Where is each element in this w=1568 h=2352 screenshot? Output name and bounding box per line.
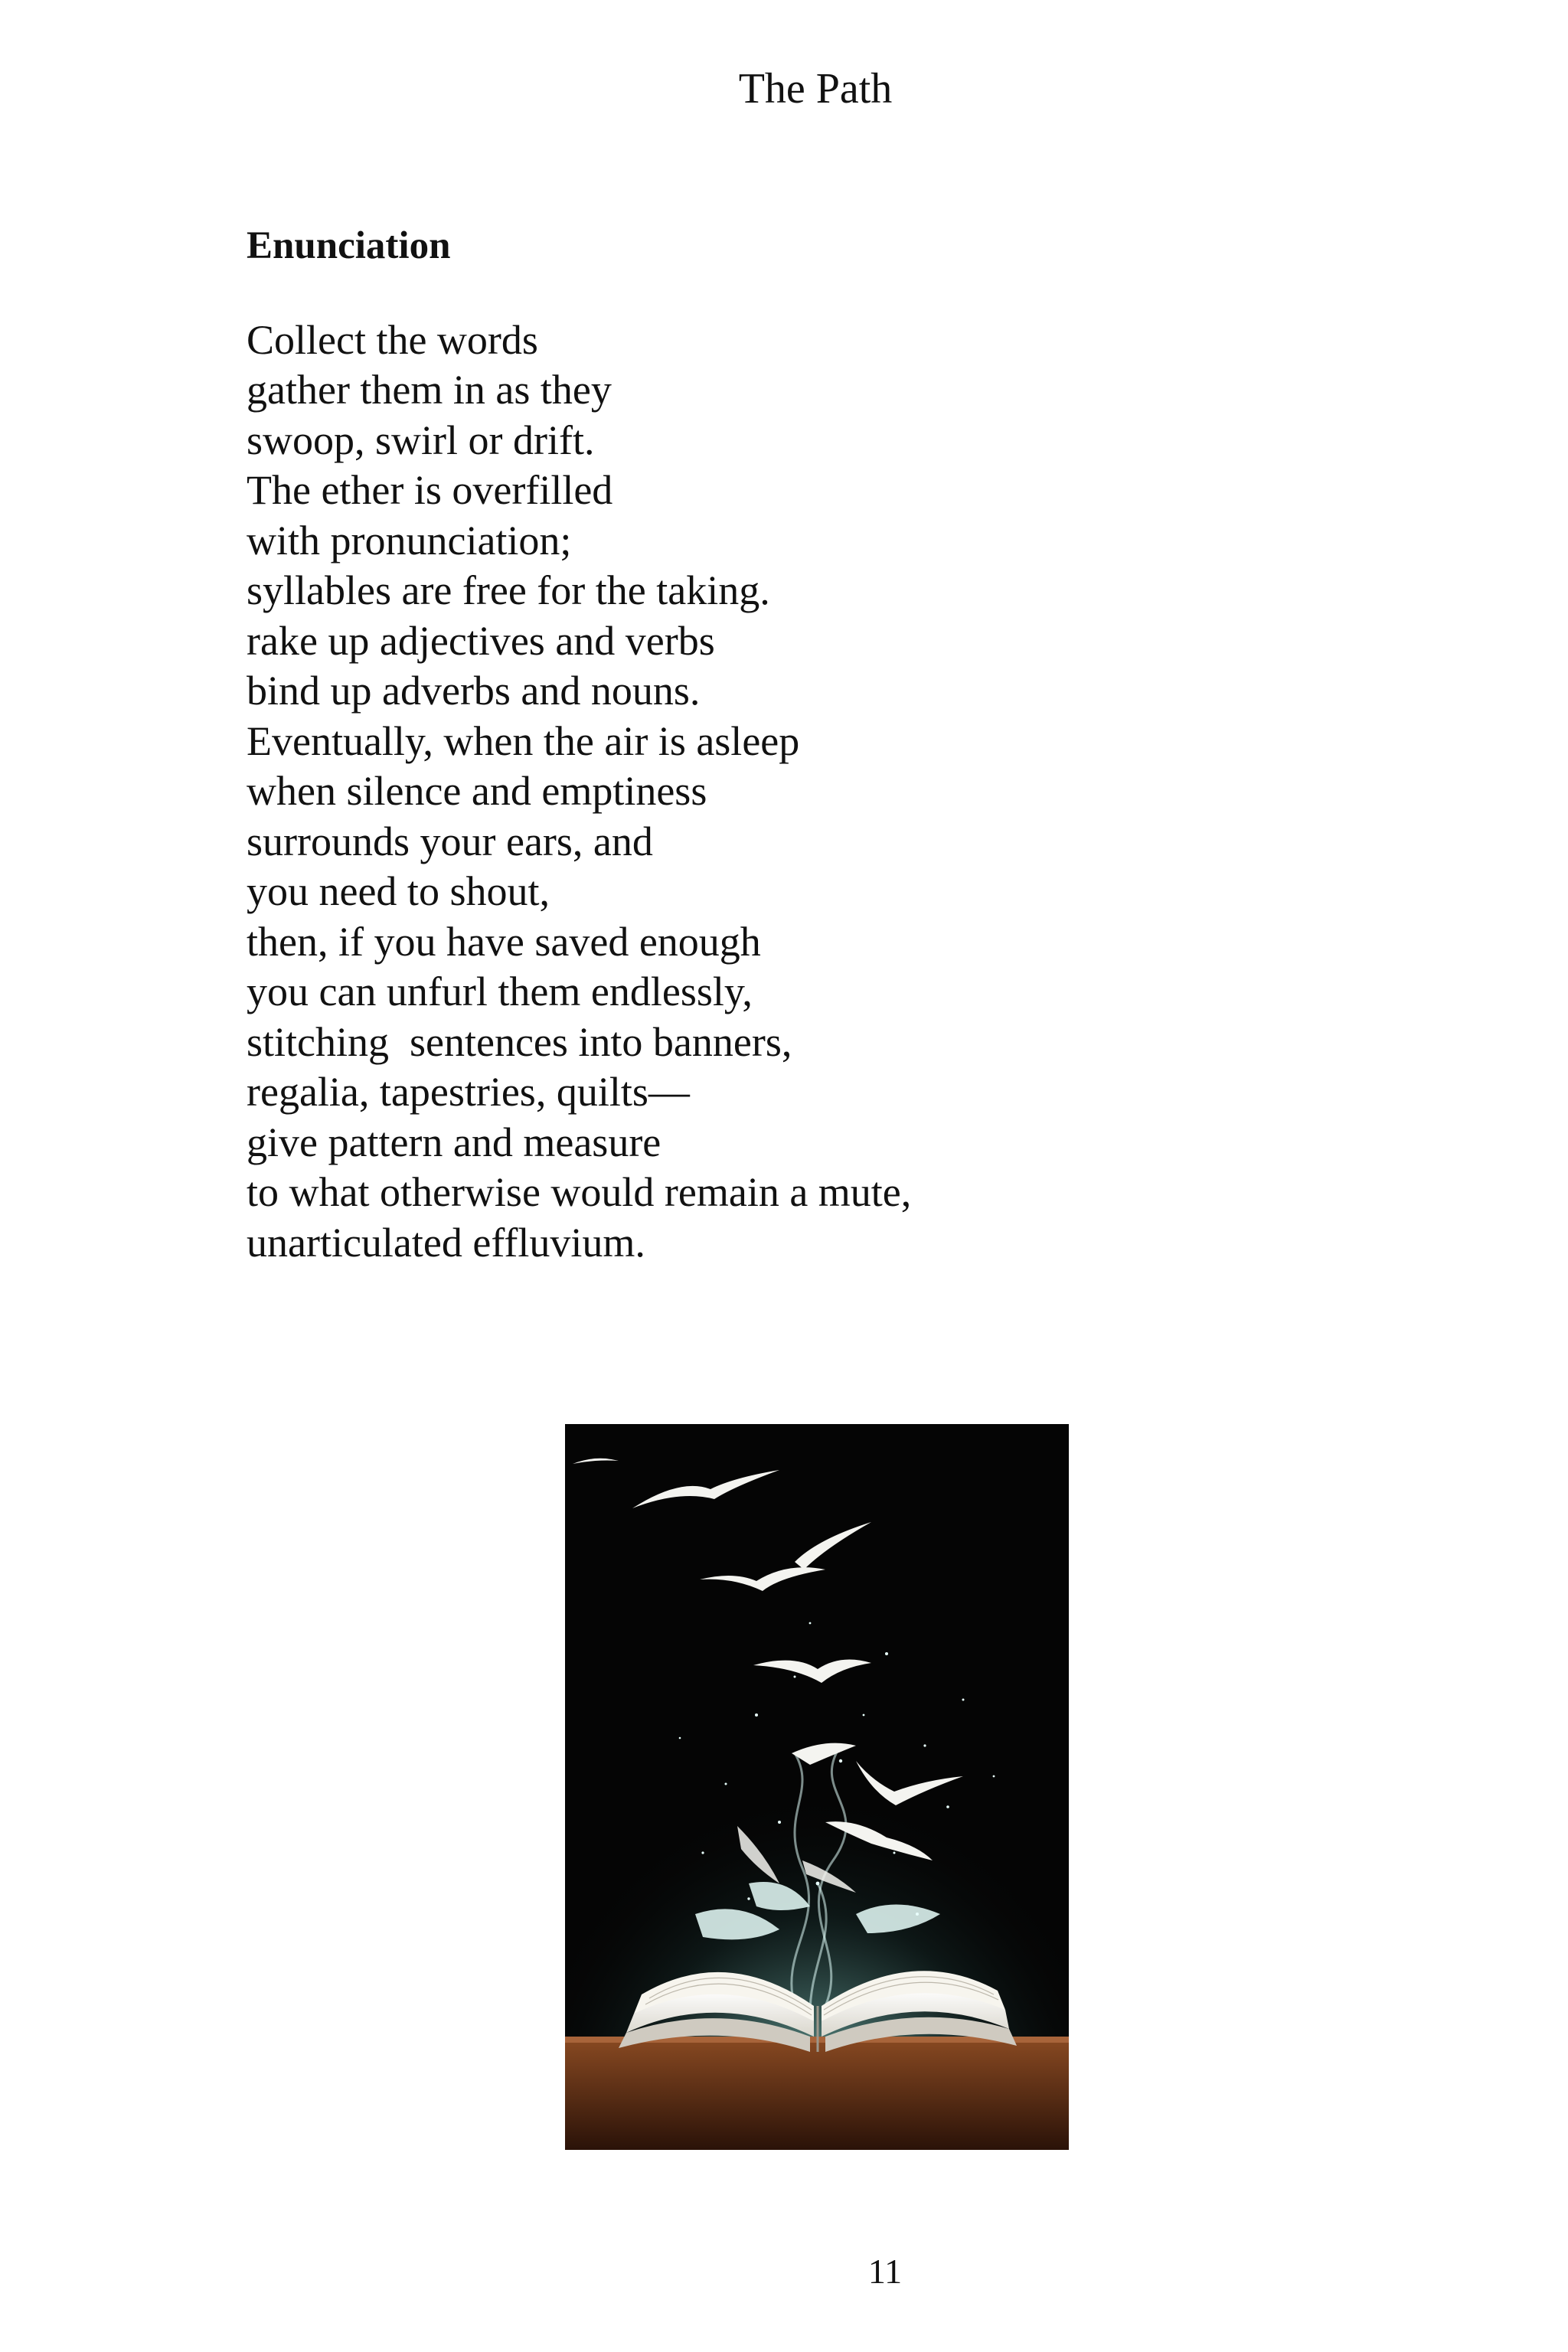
- book-birds-illustration: [565, 1424, 1069, 2150]
- poem-line: The ether is overfilled: [247, 467, 613, 514]
- poem-line: regalia, tapestries, quilts—: [247, 1069, 690, 1116]
- poem-line: gather them in as they: [247, 367, 612, 413]
- poem-line: surrounds your ears, and: [247, 818, 653, 864]
- poem-line: you can unfurl them endlessly,: [247, 969, 753, 1015]
- poem-lines: [247, 315, 1472, 1269]
- poem-line: swoop, swirl or drift.: [247, 416, 595, 463]
- poem-line: to what otherwise would remain a mute,: [247, 1169, 912, 1216]
- poem-line: rake up adjectives and verbs: [247, 617, 715, 664]
- poem-line: Eventually, when the air is asleep: [247, 717, 800, 764]
- poem-line: unarticulated effluvium.: [247, 1219, 645, 1266]
- book-birds-drawing: [565, 1424, 1069, 2150]
- poem-line: give pattern and measure: [247, 1119, 662, 1165]
- wooden-table: [565, 2037, 1069, 2150]
- poem-line: then, if you have saved enough: [247, 918, 761, 965]
- page-number: 11: [867, 2252, 903, 2291]
- poem-line: when silence and emptiness: [247, 768, 707, 815]
- poem-title: Enunciation: [247, 224, 451, 267]
- running-header-title: The Path: [738, 65, 893, 113]
- poem-line: bind up adverbs and nouns.: [247, 668, 701, 714]
- poem-line: with pronunciation;: [247, 517, 572, 564]
- poem-line: syllables are free for the taking.: [247, 567, 770, 614]
- poem-line: Collect the words: [247, 316, 538, 363]
- poem-line: stitching sentences into banners,: [247, 1018, 792, 1065]
- poem-line: you need to shout,: [247, 868, 550, 915]
- poem: [247, 222, 1472, 1268]
